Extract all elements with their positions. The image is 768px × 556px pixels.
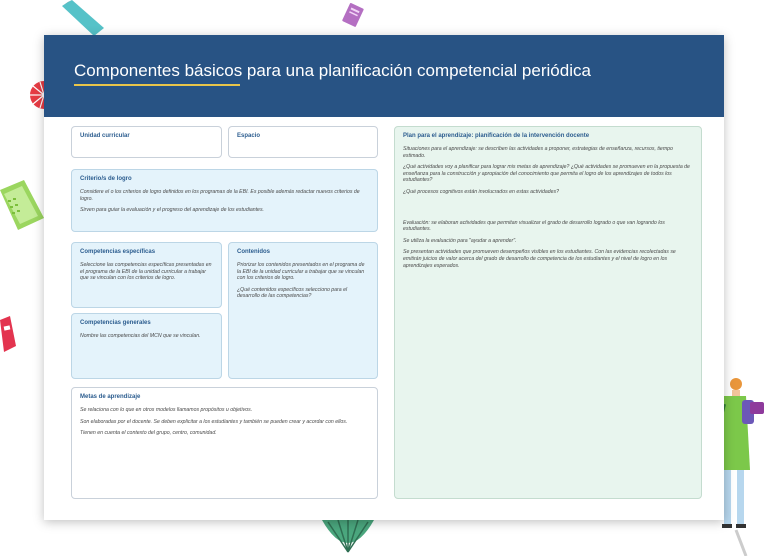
box-text: ¿Qué procesos cognitivos están involucrados en estas actividades?: [403, 188, 559, 195]
box-text: Evaluación: se elaboran actividades que permitan visualizar el grado de desarrollo logrado o que van logrando los estudiantes.: [403, 219, 665, 233]
planning-card: [44, 35, 724, 520]
box-title: Unidad curricular: [80, 133, 130, 139]
box-title: Plan para el aprendizaje: planificación de la intervención docente: [403, 133, 590, 139]
box-text: Nombre las competencias del MCN que se vinculan.: [80, 333, 201, 339]
page-title: Componentes básicos para una planificación competencial periódica: [74, 61, 591, 80]
box-contenidos: [228, 242, 378, 379]
box-text: Priorizar los contenidos presentados en el programa de la EBI de la unidad curricular a trabajar que se vinculan con los criterios de logro.: [237, 262, 365, 282]
pencil-icon: [58, 0, 108, 40]
box-title: Competencias generales: [80, 320, 151, 326]
box-text: Se relaciona con lo que en otros modelos llamamos propósitos u objetivos.: [80, 407, 253, 413]
page-header: [44, 35, 724, 117]
calculator-icon: [0, 316, 18, 356]
book-icon: [340, 2, 366, 30]
box-competencias-especificas: [71, 242, 222, 308]
box-text: Se presentan actividades que promueven desempeños visibles en los estudiantes. Con las evidencias recolectadas se emitirán juicios de valor acerca del grado de desarrollo de competencia de los estudiantes y el nivel de logro en los aprendizajes esperados.: [403, 249, 676, 269]
box-text: ¿Qué actividades voy a planificar para lograr mis metas de aprendizaje? ¿Qué actividades se promueven en la propuesta de enseñanza para la construcción y apropiación del conocimiento que permita el logro de los aprendizajes de todos los estudiantes?: [403, 164, 690, 184]
box-text: Tienen en cuenta el contexto del grupo, centro, comunidad.: [80, 430, 217, 437]
box-text: Se utiliza la evaluación para "ayudar a aprender".: [403, 237, 517, 244]
box-text: ¿Qué contenidos específicos selecciono para el desarrollo de las competencias?: [237, 286, 348, 300]
laptop-icon: [0, 180, 44, 250]
box-title: Metas de aprendizaje: [80, 394, 141, 400]
box-plan: [394, 126, 702, 499]
box-competencias-generales: [71, 313, 222, 379]
box-title: Contenidos: [237, 249, 270, 255]
leaf-icon: [318, 518, 378, 556]
box-text: Seleccione las competencias específicas presentadas en el programa de la EBI de la unidad curricular a trabajar que se vinculan con los criterios de logro.: [80, 262, 212, 282]
box-espacio: [228, 126, 378, 158]
box-title: Criterio/s de logro: [80, 176, 132, 182]
box-text: Considere el o los criterios de logro definidos en los programas de la EBI. Es posible además redactar nuevos criterios de logro.: [80, 189, 360, 202]
box-text: Situaciones para el aprendizaje: se describen las actividades a proponer, estrategias de enseñanza, recursos, tiempo estimado.: [403, 146, 673, 159]
title-underline: [74, 84, 240, 86]
box-title: Espacio: [237, 133, 261, 139]
box-criterios: [71, 169, 378, 232]
box-text: Sirven para guiar la evaluación y el progreso del aprendizaje de los estudiantes.: [80, 207, 264, 214]
box-title: Competencias específicas: [80, 249, 156, 255]
box-text: Son elaboradas por el docente. Se deben explicitar a los estudiantes y también se pueden crear y acordar con ellos.: [80, 418, 348, 425]
box-unidad-curricular: [71, 126, 222, 158]
box-metas: [71, 387, 378, 499]
